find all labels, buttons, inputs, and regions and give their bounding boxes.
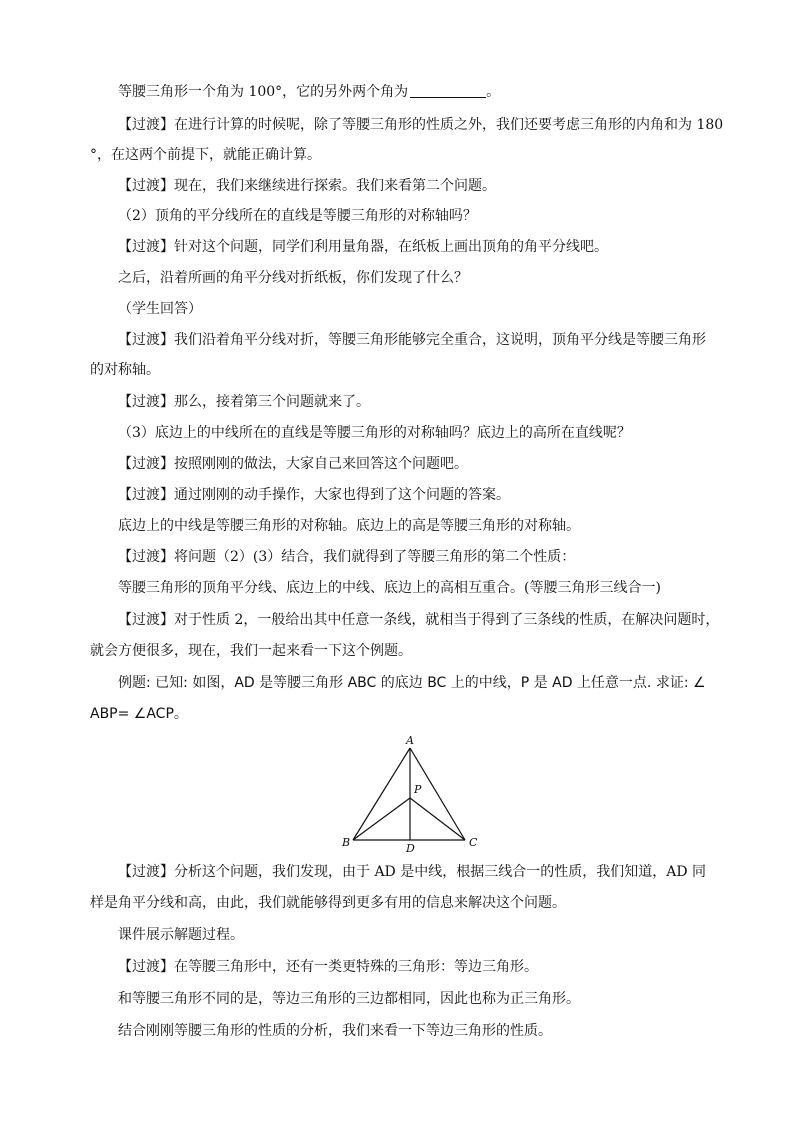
paragraph-line [118,268,468,288]
triangle-figure [330,730,490,854]
paragraph-text: 等腰三角形的顶角平分线、底边上的中线、底边上的高相互重合。(等腰三角形三线合一) [118,580,661,596]
paragraph-text: 针对这个问题，同学们利用量角器，在纸板上画出顶角的角平分线吧。 [174,239,608,255]
paragraph-text: 就会方便很多，现在，我们一起来看一下这个例题。 [90,643,412,659]
segment-cp [410,798,465,840]
paragraph-text: 在进行计算的时候呢，除了等腰三角形的性质之外，我们还要考虑三角形的内角和为 180 [174,117,724,133]
transition-tag: 【过渡】 [118,332,174,348]
paragraph-line [90,360,160,380]
label-b: B [342,836,351,849]
paragraph-text: 通过刚刚的动手操作，大家也得到了这个问题的答案。 [174,487,510,503]
paragraph-text: 分析这个问题，我们发现，由于 AD 是中线，根据三线合一的性质，我们知道，AD 同 [174,864,707,880]
transition-tag: 【过渡】 [118,959,174,975]
paragraph-line [118,516,580,536]
paragraph-text: °，在这两个前提下，就能正确计算。 [90,147,321,163]
transition-tag: 【过渡】 [118,178,174,194]
paragraph-text: 我们沿着角平分线对折，等腰三角形能够完全重合，这说明，顶角平分线是等腰三角形 [174,332,706,348]
paragraph-text: 之后，沿着所画的角平分线对折纸板，你们发现了什么？ [118,270,468,286]
paragraph-line [118,392,370,412]
paragraph-text: （学生回答） [118,301,202,317]
transition-tag: 【过渡】 [118,456,174,472]
paragraph-line [118,454,468,474]
paragraph-text: 例题: 已知: 如图，AD 是等腰三角形 ABC 的底边 BC 上的中线，P 是 AD 上任意一点. 求证: ∠ [118,675,706,691]
paragraph-line [118,485,510,505]
paragraph-line [118,1021,552,1041]
paragraph-text: 样是角平分线和高，由此，我们就能够得到更多有用的信息来解决这个问题。 [90,895,566,911]
question-heading [118,423,631,443]
paragraph-line [118,547,575,567]
transition-tag: 【过渡】 [118,239,174,255]
answer-blank[interactable] [410,83,486,98]
paragraph-text: 在等腰三角形中，还有一类更特殊的三角形：等边三角形。 [174,959,538,975]
transition-tag: 【过渡】 [118,549,174,565]
transition-tag: 【过渡】 [118,612,174,628]
paragraph-text: 课件展示解题过程。 [118,927,244,943]
transition-tag: 【过渡】 [118,117,174,133]
transition-tag: 【过渡】 [118,394,174,410]
paragraph-text: 将问题（2）(3）结合，我们就得到了等腰三角形的第二个性质： [174,549,576,565]
paragraph-text: 现在，我们来继续进行探索。我们来看第二个问题。 [174,178,496,194]
property-statement [118,578,661,598]
transition-tag: 【过渡】 [118,487,174,503]
paragraph-line [90,893,566,913]
paragraph-line [118,330,706,350]
example-problem [118,673,706,693]
paragraph-line [90,145,321,165]
paragraph-text: 结合刚刚等腰三角形的性质的分析，我们来看一下等边三角形的性质。 [118,1023,552,1039]
paragraph-line [118,610,719,630]
paragraph-text: （3）底边上的中线所在的直线是等腰三角形的对称轴吗？底边上的高所在直线呢？ [118,425,631,441]
paragraph-text: 对于性质 2，一般给出其中任意一条线，就相当于得到了三条线的性质，在解决问题时， [174,612,720,628]
transition-tag: 【过渡】 [118,864,174,880]
paragraph-text: 底边上的中线是等腰三角形的对称轴。底边上的高是等腰三角形的对称轴。 [118,518,580,534]
paragraph-line [90,641,412,661]
paragraph-line [118,862,706,882]
label-d: D [406,842,415,854]
paragraph-text: 和等腰三角形不同的是，等边三角形的三边都相同，因此也称为正三角形。 [118,991,580,1007]
paragraph-line [118,115,723,135]
question-text: 等腰三角形一个角为 100°，它的另外两个角为 [118,84,409,100]
example-problem-cont [90,704,188,724]
side-ab [353,748,410,840]
question-end: 。 [486,84,501,100]
question-heading [118,206,477,226]
question-line [118,82,500,102]
paragraph-line [118,957,538,977]
label-p: P [414,783,422,796]
paragraph-line [118,176,496,196]
paragraph-text: （2）顶角的平分线所在的直线是等腰三角形的对称轴吗？ [118,208,477,224]
paragraph-line [118,989,580,1009]
label-c: C [469,836,478,849]
paragraph-text: 的对称轴。 [90,362,160,378]
paragraph-line [118,299,202,319]
paragraph-line [118,237,608,257]
segment-bp [353,798,410,840]
paragraph-line [118,925,244,945]
paragraph-text: ABP= ∠ACP。 [90,706,188,722]
paragraph-text: 那么，接着第三个问题就来了。 [174,394,370,410]
label-a: A [406,734,414,747]
paragraph-text: 按照刚刚的做法，大家自己来回答这个问题吧。 [174,456,468,472]
